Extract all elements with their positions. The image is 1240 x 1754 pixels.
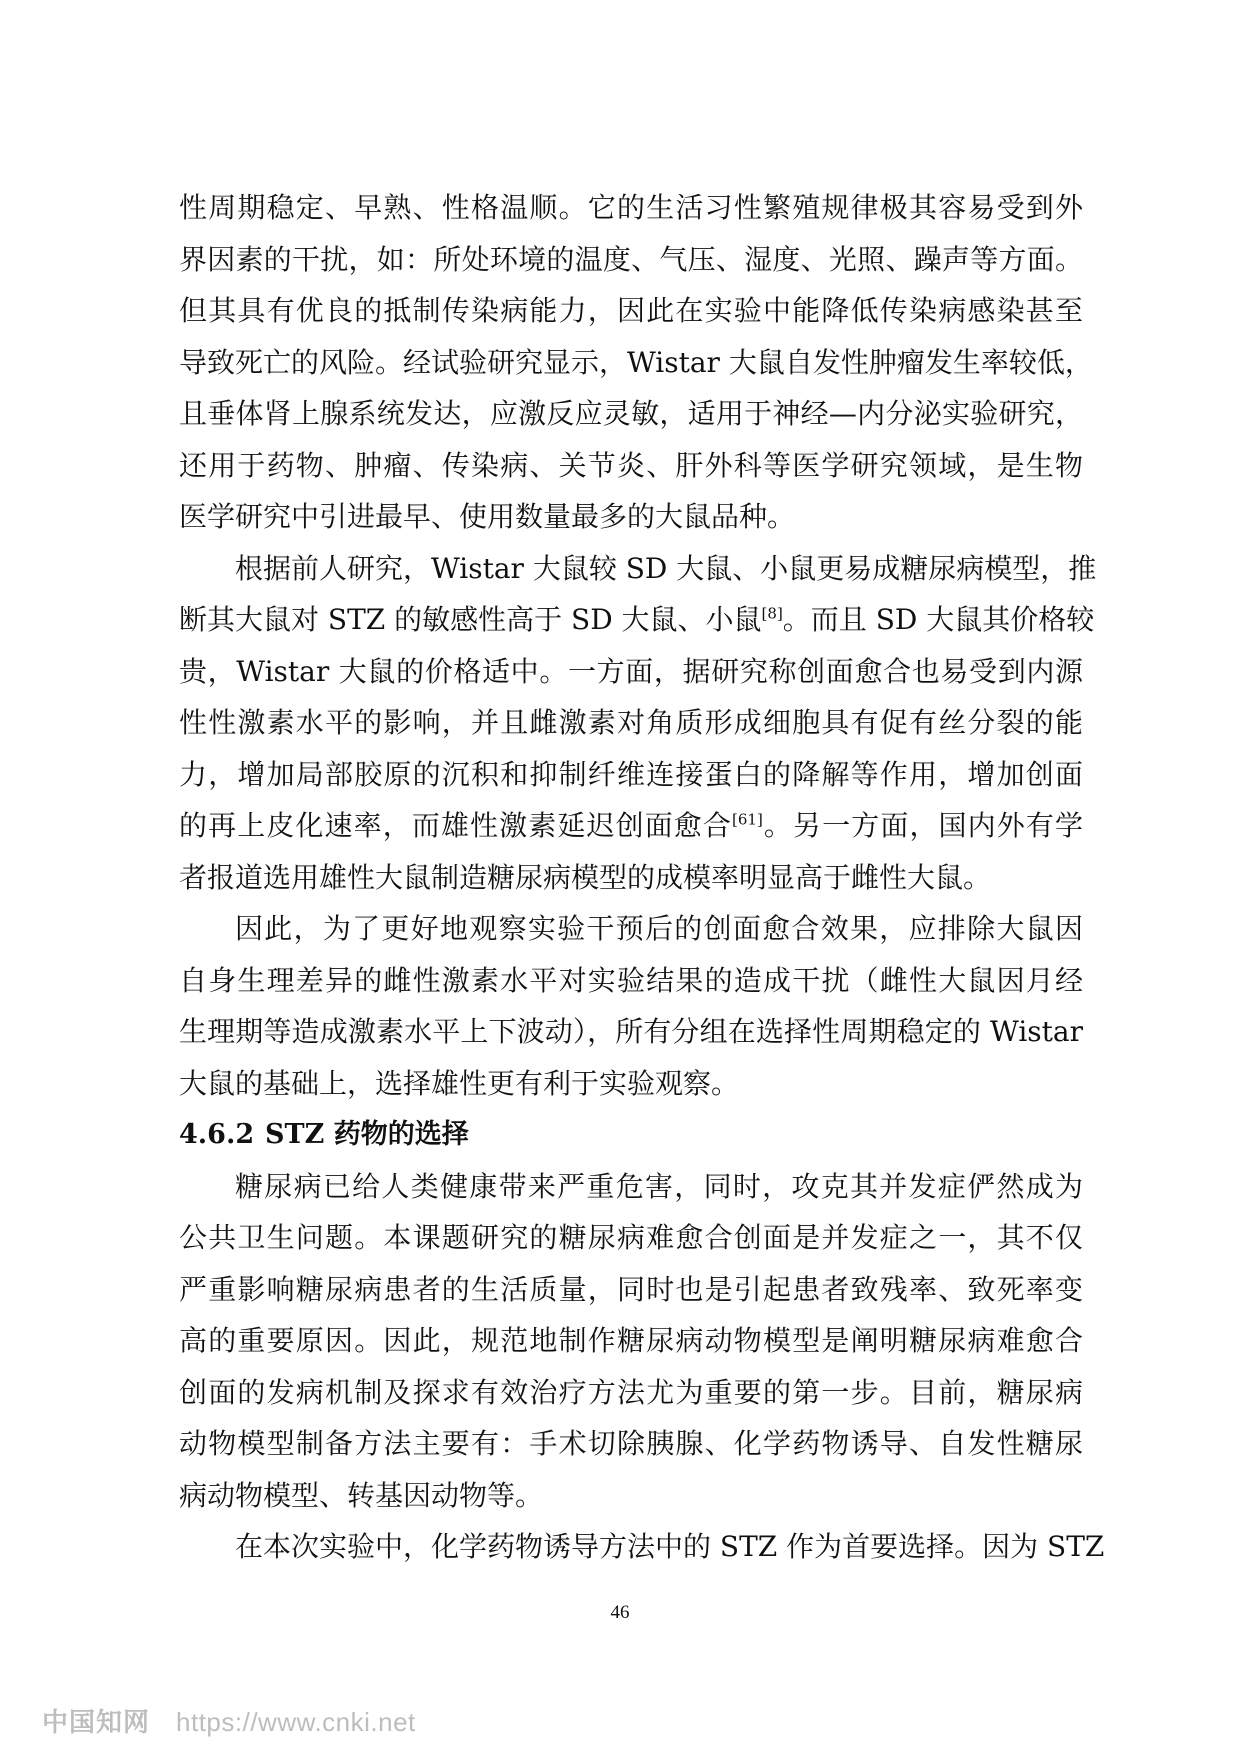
text-line: 公共卫生问题。本课题研究的糖尿病难愈合创面是并发症之一，其不仅	[179, 1221, 1083, 1254]
citation-ref: [61]	[732, 810, 763, 829]
text-line: 糖尿病已给人类健康带来严重危害，同时，攻克其并发症俨然成为	[235, 1169, 1083, 1203]
text-span: 力，增加局部胶原的沉积和抑制纤维连接蛋白的降解等作用，增加创面	[179, 757, 1083, 791]
text-line: 严重影响糖尿病患者的生活质量，同时也是引起患者致残率、致死率变	[179, 1272, 1083, 1306]
watermark-footer	[42, 1702, 416, 1739]
text-line	[179, 749, 1083, 801]
text-line: 界因素的干扰，如：所处环境的温度、气压、湿度、光照、躁声等方面。	[179, 242, 1083, 276]
section-heading	[179, 1109, 1083, 1161]
section-number: 4.6.2	[179, 1119, 255, 1150]
cnki-url: https://www.cnki.net	[176, 1707, 416, 1737]
text-line	[179, 646, 1083, 698]
text-line	[179, 697, 1083, 749]
page-number: 46	[610, 1602, 630, 1623]
text-line	[179, 594, 1095, 646]
text-line: 自身生理差异的雌性激素水平对实验结果的造成干扰（雌性大鼠因月经	[179, 963, 1083, 997]
text-line: 导致死亡的风险。经试验研究显示，Wistar 大鼠自发性肿瘤发生率较低，	[179, 345, 1093, 379]
text-line: 动物模型制备方法主要有：手术切除胰腺、化学药物诱导、自发性糖尿	[179, 1427, 1083, 1460]
text-line: 因此，为了更好地观察实验干预后的创面愈合效果，应排除大鼠因	[235, 912, 1083, 945]
text-span: 的再上皮化速率，而雄性激素延迟创面愈合	[179, 809, 733, 842]
text-line: 且垂体肾上腺系统发达，应激反应灵敏，适用于神经—内分泌实验研究，	[179, 397, 1083, 430]
text-line: 在本次实验中，化学药物诱导方法中的 STZ 作为首要选择。因为 STZ	[235, 1530, 1105, 1563]
text-line: 还用于药物、肿瘤、传染病、关节炎、肝外科等医学研究领域，是生物	[179, 448, 1083, 482]
text-span: 者报道选用雄性大鼠制造糖尿病模型的成模率明显高于雌性大鼠。	[179, 860, 992, 894]
text-span: 。另一方面，国内外有学	[762, 809, 1083, 842]
text-span: 贵，Wistar 大鼠的价格适中。一方面，据研究称创面愈合也易受到内源	[179, 654, 1083, 688]
text-line: 医学研究中引进最早、使用数量最多的大鼠品种。	[179, 500, 796, 533]
text-span: 性性激素水平的影响，并且雌激素对角质形成细胞具有促有丝分裂的能	[179, 706, 1083, 739]
cnki-logo-text: 中国知网	[42, 1707, 151, 1737]
text-line: 高的重要原因。因此，规范地制作糖尿病动物模型是阐明糖尿病难愈合	[179, 1324, 1083, 1357]
citation-ref: [8]	[761, 604, 783, 623]
text-span: 。而且 SD 大鼠其价格较	[782, 603, 1095, 636]
text-line: 创面的发病机制及探求有效治疗方法尤为重要的第一步。目前，糖尿病	[179, 1375, 1083, 1409]
body-text	[179, 182, 1105, 1573]
text-line: 病动物模型、转基因动物等。	[179, 1478, 544, 1512]
text-line: 大鼠的基础上，选择雄性更有利于实验观察。	[179, 1066, 740, 1100]
text-line	[179, 543, 1097, 595]
text-line	[179, 852, 1083, 904]
text-line: 但其具有优良的抵制传染病能力，因此在实验中能降低传染病感染甚至	[179, 294, 1083, 327]
text-span: 根据前人研究，Wistar 大鼠较 SD 大鼠、小鼠更易成糖尿病模型，推	[235, 551, 1097, 585]
text-line: 性周期稳定、早熟、性格温顺。它的生活习性繁殖规律极其容易受到外	[179, 191, 1083, 224]
text-line: 生理期等造成激素水平上下波动），所有分组在选择性周期稳定的 Wistar	[179, 1015, 1083, 1048]
section-title: STZ 药物的选择	[265, 1119, 469, 1150]
text-span: 断其大鼠对 STZ 的敏感性高于 SD 大鼠、小鼠	[179, 603, 762, 636]
text-line	[179, 800, 1083, 852]
